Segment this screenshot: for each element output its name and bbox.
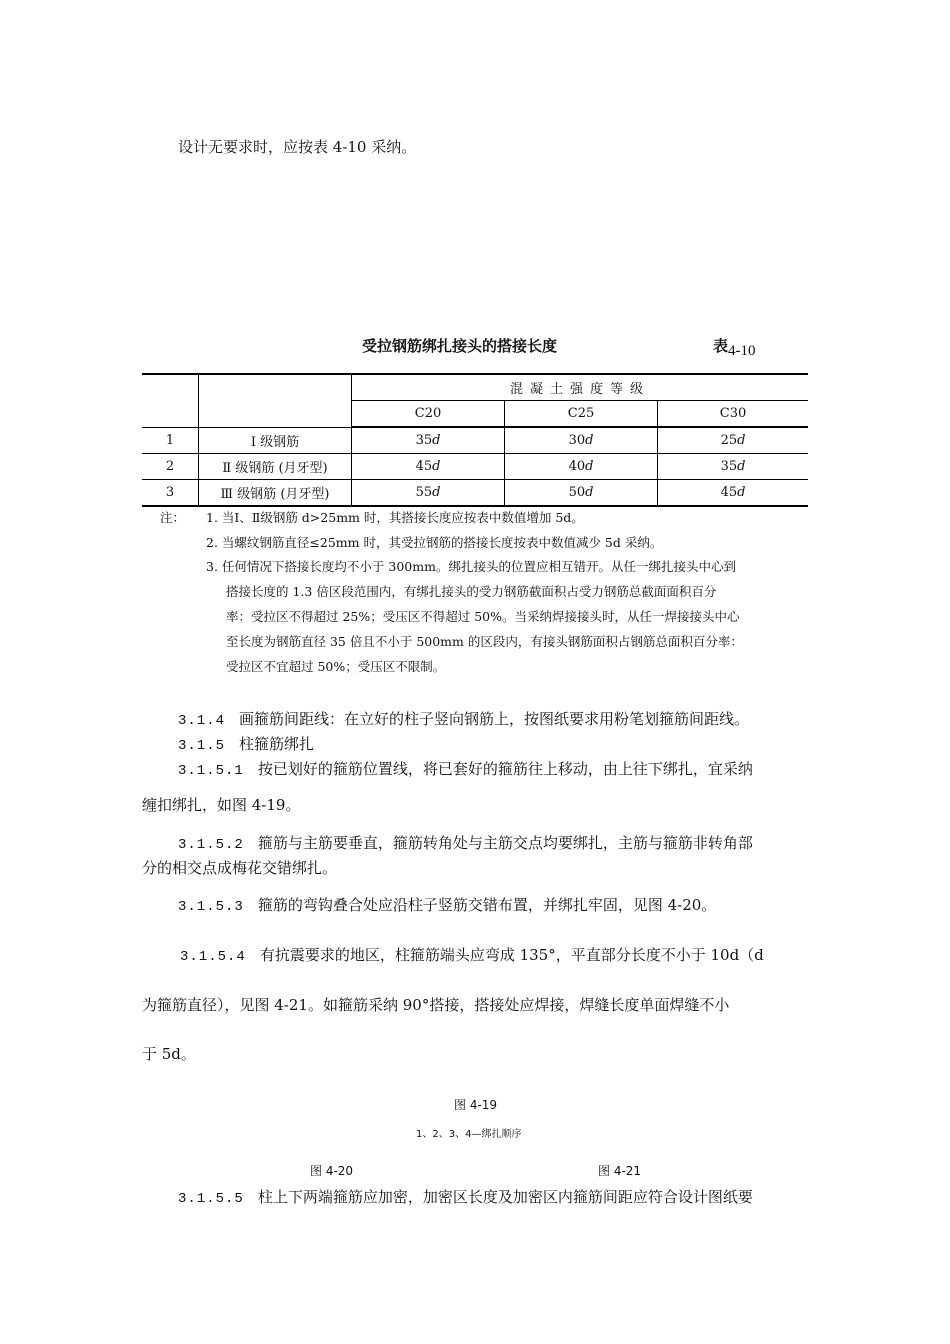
rebar-type: Ⅲ 级钢筋 (月牙型) <box>199 480 352 507</box>
section-3-1-4: 3.1.4 画箍筋间距线：在立好的柱子竖向钢筋上，按图纸要求用粉笔划箍筋间距线。 <box>178 710 750 729</box>
table-row <box>142 480 808 507</box>
note-3-line-3: 率：受拉区不得超过 25%；受压区不得超过 50%。当采纳焊接接头时，从任一焊接接头中心 <box>226 609 740 624</box>
table-number-prefix: 表 <box>713 337 729 355</box>
table-type-header-cell <box>199 374 352 427</box>
table-number <box>713 335 756 359</box>
figure-4-19-label: 图 4-19 <box>454 1098 498 1112</box>
section-number: 3.1.4 <box>178 713 226 729</box>
section-number: 3.1.5.5 <box>178 1191 244 1207</box>
section-3-1-5-4-line-2: 为箍筋直径），见图 4-21。如箍筋采纳 90°搭接，搭接处应焊接，焊缝长度单面焊缝不小 <box>142 996 730 1014</box>
figure-4-19-caption: 1、2、3、4—绑扎顺序 <box>416 1129 522 1140</box>
note-3-line-5: 受拉区不宜超过 50%；受压区不限制。 <box>226 659 446 674</box>
figure-4-21-label: 图 4-21 <box>598 1164 642 1178</box>
section-number: 3.1.5.4 <box>180 949 246 965</box>
table-corner-cell <box>142 374 199 427</box>
note-3-line-4: 至长度为钢筋直径 35 倍且不小于 500mm 的区段内，有接头钢筋面积占钢筋总面积百分率： <box>226 634 743 649</box>
lap-value-c30: 25d <box>658 427 809 454</box>
table-row <box>142 454 808 480</box>
note-3-line-2: 搭接长度的 1.3 倍区段范围内，有绑扎接头的受力钢筋截面积占受力钢筋总截面面积百分 <box>226 584 717 599</box>
lap-value-c25: 30d <box>505 427 658 454</box>
figure-4-20-label: 图 4-20 <box>310 1164 354 1178</box>
grade-header-c30: C30 <box>658 401 809 428</box>
lap-value-c30: 35d <box>658 454 809 480</box>
section-3-1-5-5: 3.1.5.5 柱上下两端箍筋应加密，加密区长度及加密区内箍筋间距应符合设计图纸要 <box>178 1188 753 1207</box>
section-number: 3.1.5 <box>178 738 226 754</box>
table-row <box>142 427 808 454</box>
section-3-1-5-3: 3.1.5.3 箍筋的弯钩叠合处应沿柱子竖筋交错布置，并绑扎牢固，见图 4-20。 <box>178 896 717 915</box>
lap-value-c30: 45d <box>658 480 809 507</box>
section-number: 3.1.5.2 <box>178 837 244 853</box>
section-3-1-5-1-line-2: 缠扣绑扎，如图 4-19。 <box>142 796 301 814</box>
lap-value-c25: 50d <box>505 480 658 507</box>
section-3-1-5-4-line-1: 3.1.5.4 有抗震要求的地区，柱箍筋端头应弯成 135°，平直部分长度不小于 10d（d <box>180 946 764 965</box>
section-3-1-5-2-line-1: 3.1.5.2 箍筋与主筋要垂直，箍筋转角处与主筋交点均要绑扎，主筋与箍筋非转角部 <box>178 834 753 853</box>
concrete-grade-group-header: 混凝土强度等级 <box>352 374 809 401</box>
section-3-1-5: 3.1.5 柱箍筋绑扎 <box>178 735 315 754</box>
row-number: 3 <box>142 480 199 507</box>
section-3-1-5-1-line-1: 3.1.5.1 按已划好的箍筋位置线，将已套好的箍筋往上移动，由上往下绑扎，宜采纳 <box>178 760 753 779</box>
row-number: 1 <box>142 427 199 454</box>
lap-value-c20: 35d <box>352 427 505 454</box>
rebar-type: Ⅱ 级钢筋 (月牙型) <box>199 454 352 480</box>
section-3-1-5-2-line-2: 分的相交点成梅花交错绑扎。 <box>142 859 338 877</box>
grade-header-c20: C20 <box>352 401 505 428</box>
section-number: 3.1.5.3 <box>178 899 244 915</box>
lap-value-c25: 40d <box>505 454 658 480</box>
section-3-1-5-4-line-3: 于 5d。 <box>142 1045 196 1063</box>
notes-label: 注： <box>160 510 186 525</box>
note-3-line-1: 3. 任何情况下搭接长度均不小于 300mm。绑扎接头的位置应相互错开。从任一绑扎接头中心到 <box>206 559 736 574</box>
grade-header-c25: C25 <box>505 401 658 428</box>
row-number: 2 <box>142 454 199 480</box>
lap-value-c20: 45d <box>352 454 505 480</box>
table-title: 受拉钢筋绑扎接头的搭接长度 <box>362 337 558 355</box>
rebar-type: Ⅰ 级钢筋 <box>199 427 352 454</box>
table-number-value: 4-10 <box>728 343 756 359</box>
lap-length-table <box>142 373 808 507</box>
note-2: 2. 当螺纹钢筋直径≤25mm 时，其受拉钢筋的搭接长度按表中数值减少 5d 采纳。 <box>206 535 663 550</box>
section-number: 3.1.5.1 <box>178 763 244 779</box>
lap-value-c20: 55d <box>352 480 505 507</box>
intro-paragraph: 设计无要求时，应按表 4-10 采纳。 <box>178 138 417 156</box>
note-1: 1. 当Ⅰ、Ⅱ级钢筋 d>25mm 时，其搭接长度应按表中数值增加 5d。 <box>206 510 584 525</box>
